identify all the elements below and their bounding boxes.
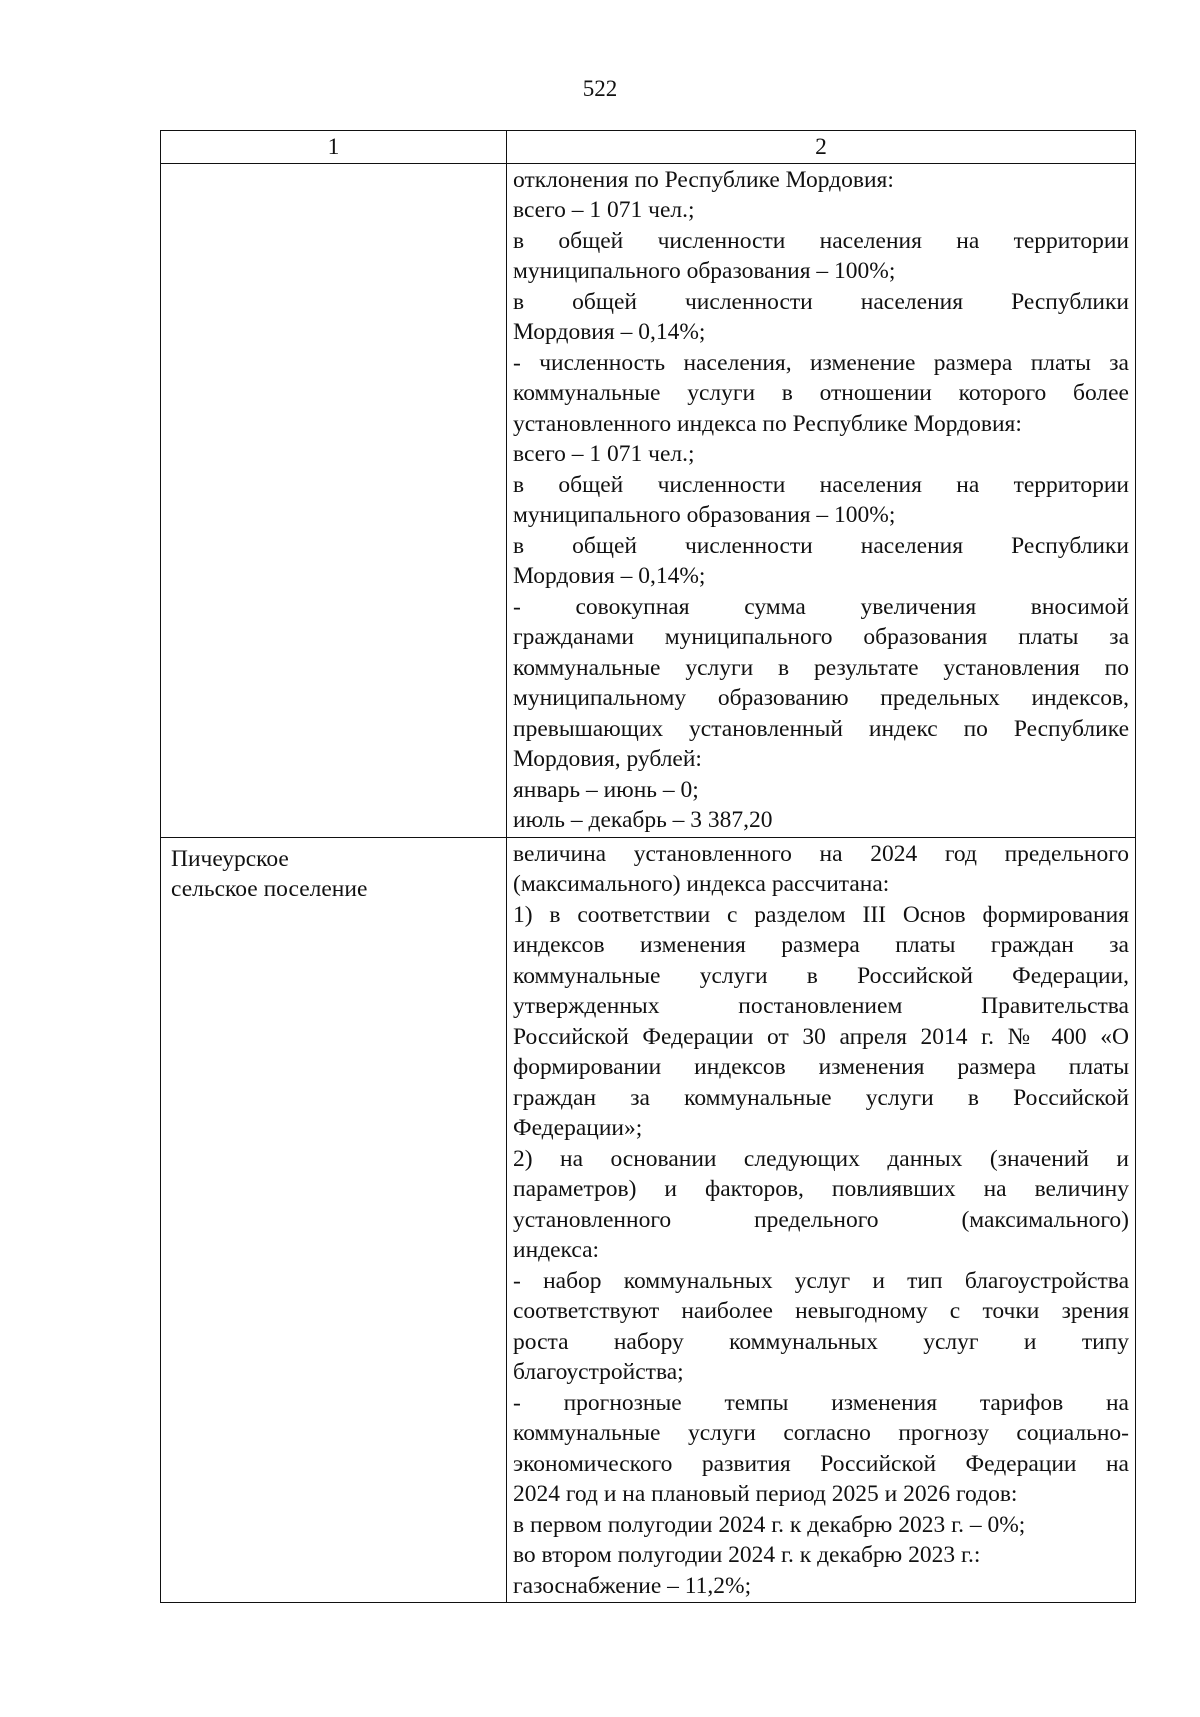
description-line: муниципального образования – 100%; [513, 258, 896, 284]
description-line: установленного индекса по Республике Мордовия: [513, 410, 1022, 437]
description-line: в общей численности населения Республики [513, 288, 1129, 315]
description-line: в общей численности населения на территории [513, 471, 1129, 498]
description-line: отклонения по Республике Мордовия: [513, 166, 894, 193]
description-line: - совокупная сумма увеличения вносимой [513, 593, 1129, 620]
description-line: всего – 1 071 чел.; [513, 441, 695, 467]
description-line: индекса: [513, 1237, 600, 1263]
description-line: утвержденных постановлением Правительства [513, 993, 1129, 1019]
description-line: превышающих установленный индекс по Республике [513, 715, 1129, 742]
description-line: коммунальные услуги в результате установления по [513, 654, 1129, 681]
table-body [161, 163, 1136, 1603]
description-line: Федерации»; [513, 1115, 643, 1141]
description-line: газоснабжение – 11,2%; [513, 1572, 752, 1599]
description-line: в общей численности населения Республики [513, 532, 1129, 559]
territory-name-line: сельское поселение [171, 876, 368, 902]
description-line: Мордовия, рублей: [513, 746, 702, 772]
description-line: Мордовия – 0,14%; [513, 319, 706, 345]
description-line: - прогнозные темпы изменения тарифов на [513, 1389, 1129, 1416]
page-number: 522 [582, 76, 618, 101]
description-cell [507, 163, 1136, 837]
description-line: экономического развития Российской Федерации на [513, 1450, 1129, 1477]
description-line: в первом полугодии 2024 г. к декабрю 2023 г. – 0%; [513, 1511, 1026, 1538]
table-header-row [161, 131, 1136, 164]
description-line: параметров) и факторов, повлиявших на величину [513, 1176, 1129, 1202]
description-line: 1) в соответствии с разделом III Основ формирования [513, 901, 1129, 928]
description-cell [507, 837, 1136, 1603]
table-row [161, 163, 1136, 837]
territory-cell [161, 837, 507, 1603]
description-line: роста набору коммунальных услуг и типу [513, 1328, 1129, 1355]
description-line: величина установленного на 2024 год предельного [513, 840, 1129, 867]
description-line: 2024 год и на плановый период 2025 и 2026 годов: [513, 1481, 1018, 1507]
description-line: (максимального) индекса рассчитана: [513, 871, 890, 897]
description-line: соответствуют наиболее невыгодному с точки зрения [513, 1298, 1129, 1324]
column-header-1: 1 [161, 131, 507, 164]
description-line: - набор коммунальных услуг и тип благоустройства [513, 1267, 1129, 1294]
table-row [161, 837, 1136, 1603]
description-line: июль – декабрь – 3 387,20 [513, 807, 773, 833]
description-line: коммунальные услуги согласно прогнозу социально- [513, 1420, 1129, 1446]
document-table [160, 130, 1136, 1603]
description-line: благоустройства; [513, 1359, 684, 1385]
description-line: коммунальные услуги в Российской Федерации, [513, 962, 1129, 989]
description-line: в общей численности населения на территории [513, 227, 1129, 254]
description-line: гражданами муниципального образования платы за [513, 624, 1129, 650]
description-line: граждан за коммунальные услуги в Российской [513, 1084, 1129, 1111]
description-line: всего – 1 071 чел.; [513, 197, 695, 223]
description-line: во втором полугодии 2024 г. к декабрю 2023 г.: [513, 1542, 981, 1568]
description-line: коммунальные услуги в отношении которого более [513, 380, 1129, 406]
description-line: Мордовия – 0,14%; [513, 563, 706, 589]
description-line: Российской Федерации от 30 апреля 2014 г. № 400 «О [513, 1023, 1129, 1050]
territory-cell [161, 163, 507, 837]
description-line: установленного предельного (максимального) [513, 1206, 1129, 1233]
column-header-2: 2 [507, 131, 1136, 164]
description-line: индексов изменения размера платы граждан за [513, 932, 1129, 958]
description-line: формировании индексов изменения размера платы [513, 1054, 1129, 1080]
description-line: муниципальному образованию предельных индексов, [513, 685, 1129, 711]
description-line: муниципального образования – 100%; [513, 502, 896, 528]
description-line: - численность населения, изменение размера платы за [513, 349, 1129, 376]
territory-name-line: Пичеурское [171, 845, 289, 872]
description-line: 2) на основании следующих данных (значений и [513, 1145, 1129, 1172]
description-line: январь – июнь – 0; [513, 776, 699, 803]
